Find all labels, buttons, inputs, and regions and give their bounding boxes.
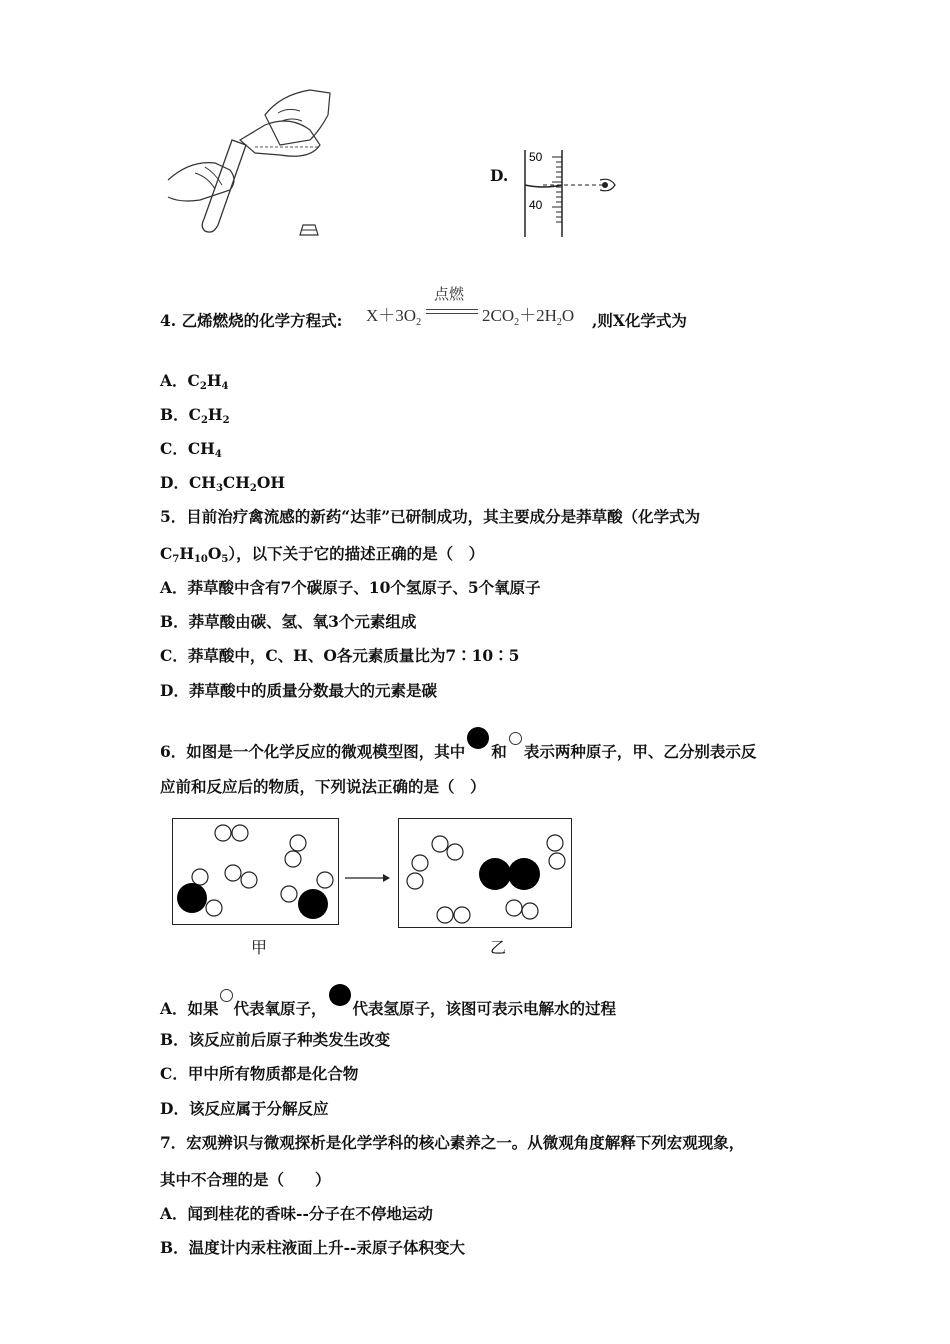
q5-f0: C — [160, 544, 173, 563]
q4-d-p2: CH — [222, 473, 250, 492]
q6-option-b: B．该反应前后原子种类发生改变 — [160, 1030, 391, 1049]
eq-rhs-2-sub: 2 — [556, 317, 562, 328]
q4-d-p4: OH — [256, 473, 286, 492]
eq-double-line — [426, 309, 478, 314]
pouring-liquid-figure — [160, 85, 350, 245]
q6-option-d: D．该反应属于分解反应 — [160, 1099, 329, 1118]
eq-condition: 点燃 — [434, 287, 465, 303]
q4-a-p3: 4 — [221, 381, 229, 392]
eq-rhs-1: 2CO — [482, 306, 515, 325]
eq-rhs-2-end: O — [561, 306, 575, 325]
q4-a-p1: 2 — [199, 381, 207, 392]
q5-f2: H — [179, 544, 194, 563]
q4-stem-prefix: 乙烯燃烧的化学方程式: — [181, 311, 343, 330]
q7-line2: 其中不合理的是（ ） — [160, 1170, 331, 1189]
question-4-stem — [160, 311, 342, 331]
option-d-label: D. — [490, 166, 509, 185]
q5-f3: 10 — [193, 554, 208, 565]
eq-lhs-sub: 2 — [416, 317, 422, 328]
q4-b-p0: C — [188, 405, 201, 424]
q4-d-label: D． — [160, 473, 189, 492]
q4-option-c — [160, 439, 222, 465]
q4-a-p2: H — [206, 371, 222, 390]
q7-option-a: A．闻到桂花的香味--分子在不停地运动 — [160, 1204, 433, 1223]
q6-line1 — [160, 727, 756, 762]
q6-line1-b: 和 — [491, 742, 507, 761]
eq-rhs-1-sub: 2 — [514, 317, 520, 328]
q4-equation — [366, 283, 596, 333]
reaction-molecules — [160, 810, 590, 940]
q5-line2-rest: ），以下关于它的描述正确的是（ ） — [228, 544, 485, 563]
q5-option-a: A．莽草酸中含有7个碳原子、10个氢原子、5个氧原子 — [160, 578, 541, 597]
q4-b-p2: H — [207, 405, 223, 424]
q5-f4: O — [207, 544, 222, 563]
cylinder-tick-high: 50 — [529, 150, 543, 164]
q6-a-part1: A．如果 — [160, 999, 219, 1018]
q4-a-label: A． — [160, 371, 188, 390]
label-jia: 甲 — [251, 938, 268, 957]
q7-line1: 7．宏观辨识与微观探析是化学学科的核心素养之一。从微观角度解释下列宏观现象， — [160, 1133, 745, 1152]
eq-lhs: X＋3O — [366, 306, 417, 325]
q4-number: 4. — [160, 311, 177, 330]
q4-stem-suffix: ,则X化学式为 — [592, 311, 687, 330]
q4-b-label: B． — [160, 405, 189, 424]
q6-line1-a: 6．如图是一个化学反应的微观模型图，其中 — [160, 742, 466, 761]
q5-option-c: C．莽草酸中，C、H、O各元素质量比为7∶10∶5 — [160, 646, 520, 665]
q6-a-part3: 代表氢原子，该图可表示电解水的过程 — [352, 999, 617, 1018]
q5-f5: 5 — [221, 554, 229, 565]
q5-line2 — [160, 544, 484, 570]
eq-rhs-wrap — [482, 301, 574, 328]
q4-c-p1: 4 — [214, 449, 222, 460]
eq-lhs-wrap — [366, 301, 421, 328]
q4-option-b — [160, 405, 230, 431]
white-atom-icon — [220, 989, 233, 1002]
q6-line2: 应前和反应后的物质，下列说法正确的是（ ） — [160, 777, 486, 796]
q4-d-p1: 3 — [215, 483, 223, 494]
q5-line1: 5．目前治疗禽流感的新药“达菲”已研制成功，其主要成分是莽草酸（化学式为 — [160, 507, 701, 526]
white-atom-icon — [509, 732, 522, 745]
q4-d-p3: 2 — [249, 483, 257, 494]
q4-b-p3: 2 — [222, 415, 230, 426]
black-atom-icon — [467, 727, 489, 749]
q5-f1: 7 — [172, 554, 180, 565]
q7-option-b: B．温度计内汞柱液面上升--汞原子体积变大 — [160, 1238, 465, 1257]
q6-a-part2: 代表氧原子， — [233, 999, 327, 1018]
q4-c-label: C． — [160, 439, 188, 458]
q4-option-a — [160, 371, 228, 397]
q4-b-p1: 2 — [200, 415, 208, 426]
cylinder-tick-low: 40 — [529, 198, 543, 212]
eq-rhs-plus: ＋2H — [519, 306, 557, 325]
q6-option-a — [160, 984, 616, 1019]
q6-option-c: C．甲中所有物质都是化合物 — [160, 1064, 359, 1083]
q4-d-p0: CH — [188, 473, 216, 492]
label-yi: 乙 — [490, 938, 507, 957]
q5-option-b: B．莽草酸由碳、氢、氧3个元素组成 — [160, 612, 417, 631]
q5-option-d: D．莽草酸中的质量分数最大的元素是碳 — [160, 681, 437, 700]
q6-line1-c: 表示两种原子，甲、乙分别表示反 — [523, 742, 757, 761]
q4-c-p0: CH — [187, 439, 215, 458]
q4-option-d — [160, 473, 285, 499]
black-atom-icon — [329, 984, 351, 1006]
graduated-cylinder-figure — [515, 145, 625, 240]
q4-a-p0: C — [187, 371, 200, 390]
